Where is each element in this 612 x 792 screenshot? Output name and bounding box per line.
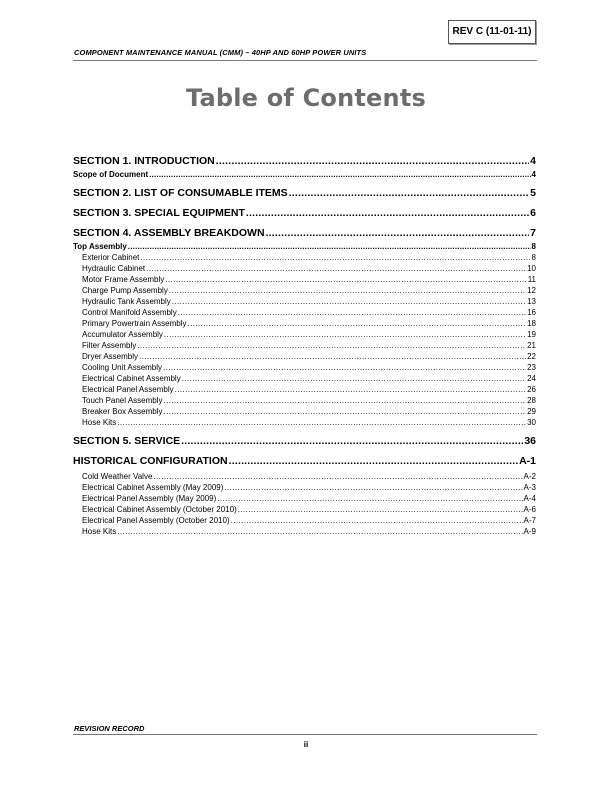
toc-entry-charge-pump[interactable] — [73, 286, 536, 297]
toc-page: A-1 — [519, 455, 536, 467]
leader-dots — [164, 396, 527, 405]
leader-dots — [187, 319, 526, 328]
toc-entry-cooling-unit[interactable] — [73, 363, 536, 374]
toc-page: 16 — [527, 308, 536, 317]
leader-dots — [172, 297, 526, 306]
leader-dots — [216, 155, 529, 167]
toc-entry-top-assembly[interactable] — [73, 242, 536, 253]
toc-entry-scope[interactable] — [73, 170, 536, 181]
toc-label: Electrical Panel Assembly — [82, 385, 174, 394]
toc-entry-electrical-cabinet[interactable] — [73, 374, 536, 385]
toc-label: Cold Weather Valve — [82, 472, 153, 481]
toc-label: Charge Pump Assembly — [82, 286, 168, 295]
toc-entry-electrical-panel-may-2009[interactable] — [73, 494, 536, 505]
toc-label: Electrical Cabinet Assembly — [82, 374, 181, 383]
leader-dots — [137, 341, 526, 350]
toc-page: 4 — [531, 170, 536, 179]
toc-page: 19 — [527, 330, 536, 339]
toc-label: Breaker Box Assembly — [82, 407, 163, 416]
toc-label: Primary Powertrain Assembly — [82, 319, 187, 328]
footer-divider — [73, 734, 537, 735]
toc-label: Hose Kits — [82, 418, 117, 427]
toc-page: 8 — [531, 242, 536, 251]
leader-dots — [146, 264, 526, 273]
toc-label: Electrical Panel Assembly (October 2010) — [82, 516, 230, 525]
leader-dots — [182, 374, 526, 383]
leader-dots — [181, 435, 523, 447]
toc-label: SECTION 4. ASSEMBLY BREAKDOWN — [73, 227, 265, 239]
toc-label: Control Manifold Assembly — [82, 308, 177, 317]
leader-dots — [163, 407, 526, 416]
toc-label: Accumulator Assembly — [82, 330, 163, 339]
toc-page: 11 — [527, 275, 536, 284]
leader-dots — [217, 494, 522, 503]
leader-dots — [266, 227, 530, 239]
toc-page: A-4 — [523, 494, 536, 503]
toc-entry-historical-configuration[interactable] — [73, 455, 536, 469]
toc-entry-cold-weather-valve[interactable] — [73, 472, 536, 483]
leader-dots — [163, 363, 526, 372]
toc-entry-hydraulic-cabinet[interactable] — [73, 264, 536, 275]
toc-entry-breaker-box[interactable] — [73, 407, 536, 418]
leader-dots — [117, 527, 522, 536]
leader-dots — [169, 286, 526, 295]
leader-dots — [224, 483, 522, 492]
toc-label: Touch Panel Assembly — [82, 396, 163, 405]
toc-page: 23 — [527, 363, 536, 372]
leader-dots — [175, 385, 527, 394]
toc-page: A-6 — [523, 505, 536, 514]
toc-entry-motor-frame[interactable] — [73, 275, 536, 286]
toc-label: Electrical Cabinet Assembly (May 2009) — [82, 483, 224, 492]
toc-label: Scope of Document — [73, 170, 149, 179]
toc-entry-section-4[interactable] — [73, 227, 536, 241]
toc-entry-electrical-cabinet-may-2009[interactable] — [73, 483, 536, 494]
toc-entry-electrical-cabinet-oct-2010[interactable] — [73, 505, 536, 516]
leader-dots — [140, 253, 530, 262]
toc-page: 12 — [527, 286, 536, 295]
toc-page: A-2 — [523, 472, 536, 481]
revision-badge: REV C (11-01-11) — [448, 20, 536, 44]
leader-dots — [164, 330, 526, 339]
toc-label: Cooling Unit Assembly — [82, 363, 163, 372]
toc-label: Electrical Panel Assembly (May 2009) — [82, 494, 217, 503]
leader-dots — [229, 455, 518, 467]
toc-page: 13 — [527, 297, 536, 306]
toc-page: 10 — [527, 264, 536, 273]
toc-entry-hose-kits[interactable] — [73, 418, 536, 429]
toc-page: 4 — [530, 155, 536, 167]
toc-label: SECTION 5. SERVICE — [73, 435, 181, 447]
leader-dots — [231, 516, 523, 525]
toc-page: A-3 — [523, 483, 536, 492]
toc-label: Motor Frame Assembly — [82, 275, 165, 284]
page-number: ii — [303, 740, 309, 749]
toc-page: 8 — [531, 253, 536, 262]
toc-entry-exterior-cabinet[interactable] — [73, 253, 536, 264]
toc-label: SECTION 1. INTRODUCTION — [73, 155, 215, 167]
leader-dots — [139, 352, 526, 361]
leader-dots — [178, 308, 526, 317]
toc-entry-accumulator[interactable] — [73, 330, 536, 341]
toc-page: 28 — [527, 396, 536, 405]
toc-label: Exterior Cabinet — [82, 253, 140, 262]
leader-dots — [246, 207, 529, 219]
toc-entry-section-2[interactable] — [73, 187, 536, 201]
toc-page: 26 — [527, 385, 536, 394]
toc-entry-hydraulic-tank[interactable] — [73, 297, 536, 308]
toc-label: Top Assembly — [73, 242, 127, 251]
toc-entry-primary-powertrain[interactable] — [73, 319, 536, 330]
toc-entry-electrical-panel-oct-2010[interactable] — [73, 516, 536, 527]
toc-entry-filter[interactable] — [73, 341, 536, 352]
toc-page: 18 — [527, 319, 536, 328]
document-header-title: COMPONENT MAINTENANCE MANUAL (CMM) – 40HP AND 60HP POWER UNITS — [74, 48, 367, 57]
toc-label: Filter Assembly — [82, 341, 137, 350]
toc-label: Dryer Assembly — [82, 352, 139, 361]
toc-page: A-7 — [523, 516, 536, 525]
toc-entry-section-5[interactable] — [73, 435, 536, 449]
table-of-contents — [73, 155, 536, 538]
toc-page: 30 — [527, 418, 536, 427]
toc-page: 36 — [524, 435, 536, 447]
toc-page: 6 — [530, 207, 536, 219]
footer-title: REVISION RECORD — [74, 724, 145, 733]
leader-dots — [165, 275, 526, 284]
page-title: Table of Contents — [186, 84, 426, 112]
toc-label: SECTION 2. LIST OF CONSUMABLE ITEMS — [73, 187, 288, 199]
toc-entry-historical-hose-kits[interactable] — [73, 527, 536, 538]
toc-page: A-9 — [523, 527, 536, 536]
toc-label: Hose Kits — [82, 527, 117, 536]
leader-dots — [289, 187, 529, 199]
toc-entry-electrical-panel[interactable] — [73, 385, 536, 396]
toc-entry-section-3[interactable] — [73, 207, 536, 221]
toc-page: 5 — [530, 187, 536, 199]
toc-entry-touch-panel[interactable] — [73, 396, 536, 407]
toc-label: Hydraulic Cabinet — [82, 264, 146, 273]
toc-label: HISTORICAL CONFIGURATION — [73, 455, 228, 467]
leader-dots — [238, 505, 523, 514]
toc-entry-section-1[interactable] — [73, 155, 536, 169]
toc-entry-dryer[interactable] — [73, 352, 536, 363]
toc-page: 22 — [527, 352, 536, 361]
leader-dots — [149, 170, 530, 179]
toc-page: 29 — [527, 407, 536, 416]
leader-dots — [153, 472, 522, 481]
toc-entry-control-manifold[interactable] — [73, 308, 536, 319]
toc-page: 7 — [530, 227, 536, 239]
header-divider — [73, 60, 537, 61]
toc-label: Hydraulic Tank Assembly — [82, 297, 171, 306]
toc-page: 21 — [527, 341, 536, 350]
toc-label: SECTION 3. SPECIAL EQUIPMENT — [73, 207, 245, 219]
leader-dots — [128, 242, 531, 251]
toc-label: Electrical Cabinet Assembly (October 2010) — [82, 505, 237, 514]
leader-dots — [117, 418, 526, 427]
toc-page: 24 — [527, 374, 536, 383]
